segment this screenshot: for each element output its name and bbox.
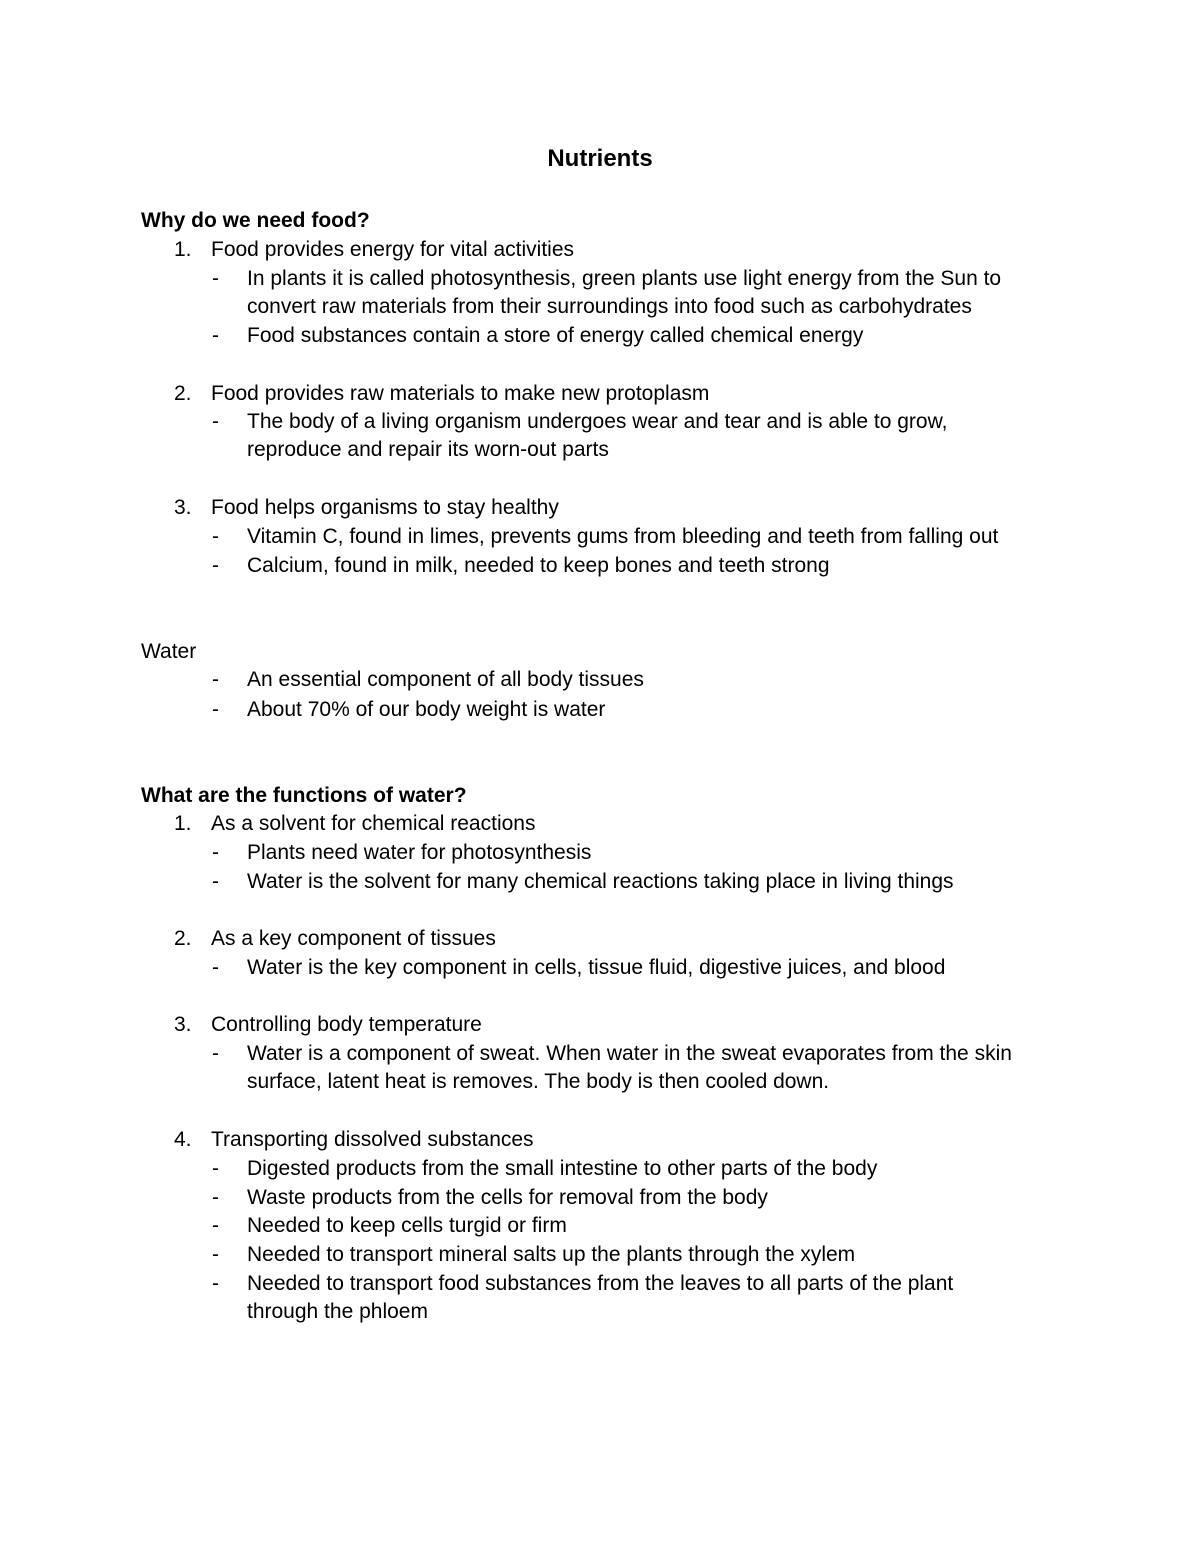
bullet-text: The body of a living organism undergoes wear and tear and is able to grow, (247, 410, 948, 433)
bullet-dash: - (212, 1272, 219, 1295)
bullet-text: Food substances contain a store of energy called chemical energy (247, 324, 864, 347)
bullet-dash: - (212, 956, 219, 979)
list-item-key-component: As a key component of tissues (211, 927, 496, 950)
bullet-text: Needed to keep cells turgid or firm (247, 1214, 567, 1237)
bullet-text: About 70% of our body weight is water (247, 698, 606, 721)
water-label: Water (141, 640, 197, 663)
bullet-text-continued: through the phloem (247, 1300, 428, 1323)
list-number: 1. (174, 812, 192, 835)
bullet-text: Needed to transport mineral salts up the plants through the xylem (247, 1243, 856, 1266)
bullet-text: Plants need water for photosynthesis (247, 841, 592, 864)
list-item-solvent: As a solvent for chemical reactions (211, 812, 536, 835)
bullet-text: Calcium, found in milk, needed to keep bones and teeth strong (247, 554, 830, 577)
bullet-text: Water is the solvent for many chemical reactions taking place in living things (247, 870, 954, 893)
bullet-text: Needed to transport food substances from the leaves to all parts of the plant (247, 1272, 954, 1295)
section-heading-why-food: Why do we need food? (141, 209, 370, 232)
bullet-text: Water is the key component in cells, tissue fluid, digestive juices, and blood (247, 956, 946, 979)
bullet-dash: - (212, 1042, 219, 1065)
list-number: 2. (174, 927, 192, 950)
page-title: Nutrients (547, 145, 653, 172)
bullet-dash: - (212, 1186, 219, 1209)
bullet-dash: - (212, 324, 219, 347)
bullet-dash: - (212, 841, 219, 864)
list-item-temperature: Controlling body temperature (211, 1013, 482, 1036)
bullet-dash: - (212, 410, 219, 433)
list-item-healthy: Food helps organisms to stay healthy (211, 496, 559, 519)
bullet-dash: - (212, 554, 219, 577)
bullet-dash: - (212, 1214, 219, 1237)
list-item-raw-materials: Food provides raw materials to make new protoplasm (211, 382, 710, 405)
bullet-dash: - (212, 525, 219, 548)
bullet-dash: - (212, 1243, 219, 1266)
list-number: 2. (174, 382, 192, 405)
bullet-dash: - (212, 1157, 219, 1180)
list-number: 3. (174, 1013, 192, 1036)
bullet-text: Digested products from the small intestine to other parts of the body (247, 1157, 878, 1180)
bullet-text: Vitamin C, found in limes, prevents gums from bleeding and teeth from falling out (247, 525, 999, 548)
section-heading-water-functions: What are the functions of water? (141, 784, 467, 807)
list-item-energy: Food provides energy for vital activities (211, 238, 574, 261)
bullet-text: Water is a component of sweat. When water in the sweat evaporates from the skin (247, 1042, 1012, 1065)
bullet-dash: - (212, 870, 219, 893)
bullet-text-continued: reproduce and repair its worn-out parts (247, 438, 609, 461)
bullet-text: In plants it is called photosynthesis, green plants use light energy from the Sun to (247, 267, 1002, 290)
list-number: 3. (174, 496, 192, 519)
bullet-text: An essential component of all body tissues (247, 668, 644, 691)
list-number: 1. (174, 238, 192, 261)
bullet-text-continued: surface, latent heat is removes. The body is then cooled down. (247, 1070, 830, 1093)
bullet-text-continued: convert raw materials from their surroundings into food such as carbohydrates (247, 295, 972, 318)
bullet-dash: - (212, 267, 219, 290)
bullet-dash: - (212, 698, 219, 721)
list-number: 4. (174, 1128, 192, 1151)
list-item-transport: Transporting dissolved substances (211, 1128, 534, 1151)
bullet-dash: - (212, 668, 219, 691)
bullet-text: Waste products from the cells for removal from the body (247, 1186, 768, 1209)
